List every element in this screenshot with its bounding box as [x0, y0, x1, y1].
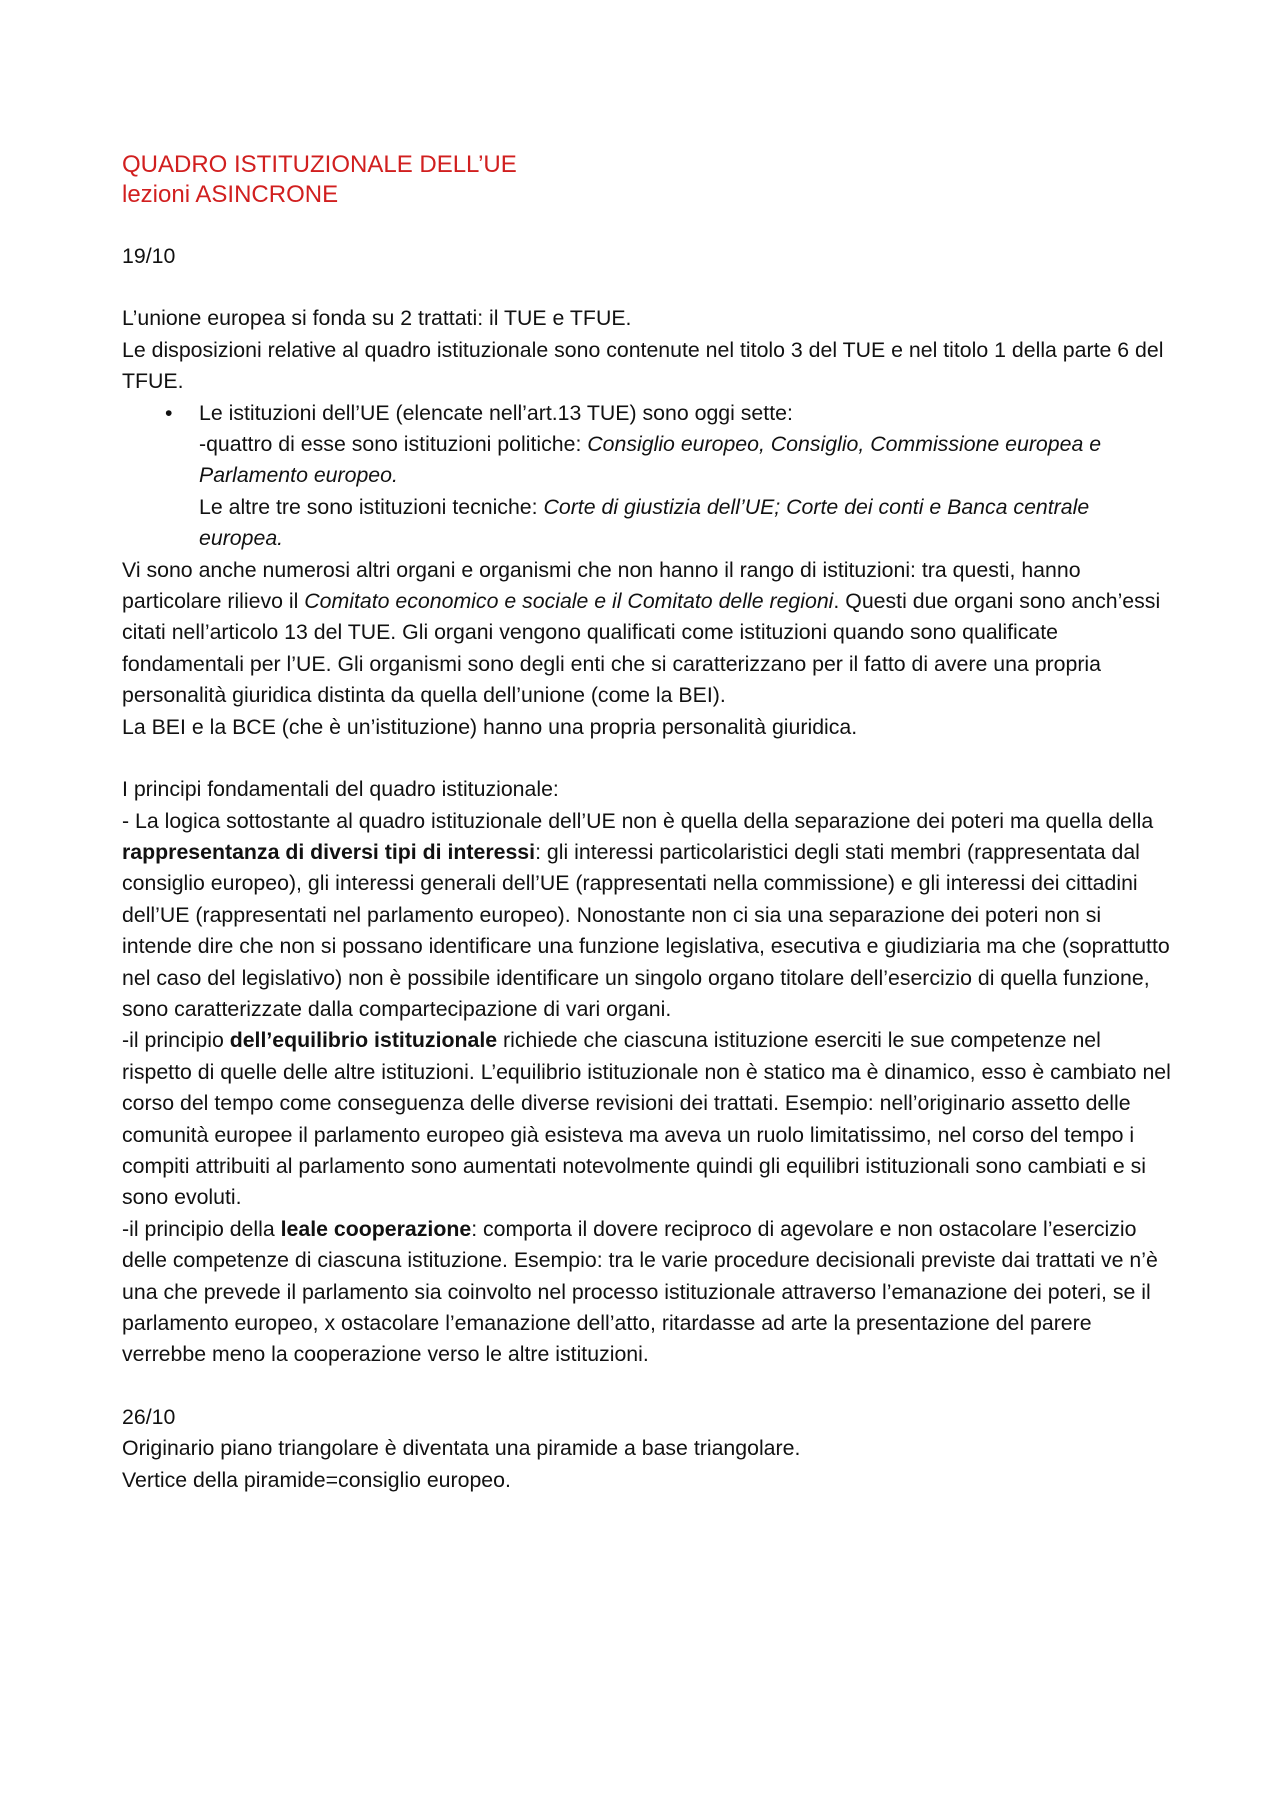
list-item-institutions — [122, 398, 1172, 555]
pyramid-line-2: Vertice della piramide=consiglio europeo. — [122, 1467, 511, 1492]
principle-2-bold: dell’equilibrio istituzionale — [229, 1028, 498, 1053]
principle-cooperation — [122, 1214, 1172, 1371]
principle-1-text: - La logica sottostante al quadro istituzionale dell’UE non è quella della separazione dei poteri ma quella della — [122, 808, 1154, 833]
political-prefix: -quattro di esse sono istituzioni politiche: — [199, 432, 588, 457]
intro-line-1: L’unione europea si fonda su 2 trattati: il TUE e TFUE. — [122, 306, 632, 331]
spacer — [122, 210, 1172, 241]
principle-3-bold: leale cooperazione — [280, 1216, 472, 1241]
document-title: QUADRO ISTITUZIONALE DELL’UE — [122, 151, 517, 178]
spacer — [122, 272, 1172, 303]
political-list: Consiglio europeo, Consiglio, Commissione europea e Parlamento europeo. — [199, 432, 1102, 488]
organs-text-2: . Questi due organi sono anch’essi citati nell’articolo 13 del TUE. Gli organi vengono qualificati come istituzioni quando sono qualificate fondamentali per l’UE. Gli organismi sono degli enti che si caratterizzano per il fatto di avere una propria personalità giuridica distinta da quella dell’unione (come la BEI). — [122, 589, 1161, 708]
bullet-icon: • — [165, 400, 173, 425]
principle-2-text: -il principio — [122, 1028, 230, 1053]
spacer — [122, 1371, 1172, 1402]
technical-institutions — [199, 492, 1172, 555]
institutions-list — [122, 398, 1172, 555]
section-date-26-10: 26/10 — [122, 1404, 176, 1429]
bei-paragraph: La BEI e la BCE (che è un’istituzione) hanno una propria personalità giuridica. — [122, 714, 858, 739]
technical-list: Corte di giustizia dell’UE; Corte dei conti e Banca centrale europea. — [199, 494, 1090, 551]
pyramid-line-1: Originario piano triangolare è diventata una piramide a base triangolare. — [122, 1436, 801, 1461]
organs-italic: Comitato economico e sociale e il Comitato delle regioni — [304, 589, 834, 614]
document-subtitle: lezioni ASINCRONE — [122, 181, 339, 208]
document-page — [122, 150, 1172, 1496]
principle-3-text: -il principio della — [122, 1216, 281, 1241]
principle-2-rest: richiede che ciascuna istituzione eserciti le sue competenze nel rispetto di quelle delle altre istituzioni. L’equilibrio istituzionale non è statico ma è dinamico, esso è cambiato nel corso del tempo come conseguenza delle diverse revisioni dei trattati. Esempio: nell’originario assetto delle comunità europee il parlamento europeo già esisteva ma aveva un ruolo limitatissimo, nel corso del tempo i compiti attribuiti al parlamento sono aumentati notevolmente quindi gli equilibri istituzionali sono cambiati e si sono evoluti. — [122, 1028, 1171, 1210]
principle-equilibrium — [122, 1025, 1172, 1213]
principles-heading: I principi fondamentali del quadro istituzionale: — [122, 777, 559, 802]
principle-1-bold: rappresentanza di diversi tipi di interessi — [122, 839, 536, 864]
principle-3-rest: : comporta il dovere reciproco di agevolare e non ostacolare l’esercizio delle competenze di ciascuna istituzione. Esempio: tra le varie procedure decisionali previste dai trattati ve n’è una che prevede il parlamento sia coinvolto nel processo istituzionale attraverso l’emanazione dei poteri, se il parlamento europeo, x ostacolare l’emanazione dell’atto, ritardasse ad arte la presentazione del parere verrebbe meno la cooperazione verso le altre istituzioni. — [122, 1216, 1158, 1367]
spacer — [122, 743, 1172, 774]
institutions-intro: Le istituzioni dell’UE (elencate nell’art.13 TUE) sono oggi sette: — [199, 400, 793, 425]
principle-1-rest: : gli interessi particolaristici degli stati membri (rappresentata dal consiglio europeo), gli interessi generali dell’UE (rappresentati nella commissione) e gli interessi dei cittadini dell’UE (rappresentati nel parlamento europeo). Nonostante non ci sia una separazione dei poteri non si intende dire che non si possano identificare una funzione legislativa, esecutiva e giudiziaria ma che (soprattutto nel caso del legislativo) non è possibile identificare un singolo organo titolare dell’esercizio di quella funzione, sono caratterizzate dalla compartecipazione di vari organi. — [122, 839, 1170, 1021]
section-date-19-10: 19/10 — [122, 244, 176, 268]
principle-representation — [122, 806, 1172, 1026]
technical-prefix: Le altre tre sono istituzioni tecniche: — [199, 494, 544, 519]
organs-paragraph — [122, 555, 1172, 712]
political-institutions — [199, 429, 1172, 492]
intro-line-2: Le disposizioni relative al quadro istituzionale sono contenute nel titolo 3 del TUE e nel titolo 1 della parte 6 del TFUE. — [122, 337, 1164, 394]
organs-text-1: Vi sono anche numerosi altri organi e organismi che non hanno il rango di istituzioni: tra questi, hanno particolare rilievo il — [122, 557, 1081, 614]
